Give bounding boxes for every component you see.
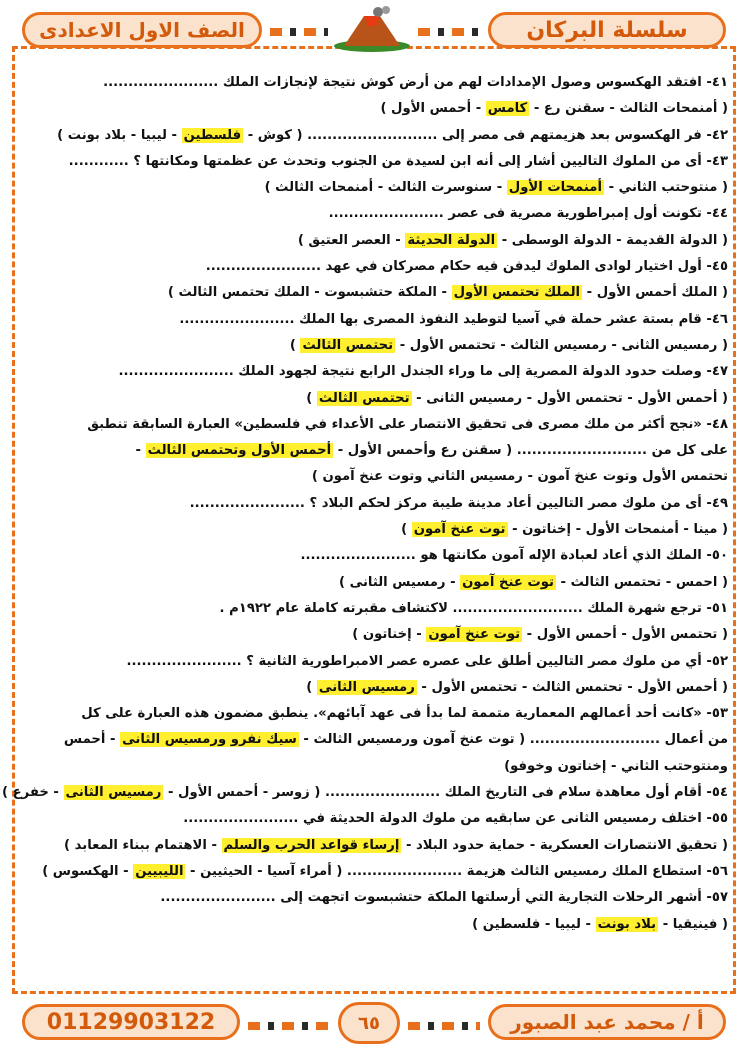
- series-title: سلسلة البركان: [488, 12, 726, 48]
- correct-answer-highlight: أحمس الأول وتحتمس الثالث: [147, 443, 332, 459]
- text-line: [22, 491, 728, 517]
- line-text: ( أحمس الأول - تحتمس الثالث - تحتمس الأول -: [416, 679, 728, 695]
- correct-answer-highlight: إرساء قواعد الحرب والسلم: [223, 837, 400, 853]
- text-line: [22, 175, 728, 201]
- correct-answer-highlight: بلاد بونت: [597, 916, 657, 932]
- line-text: ( فينيقيا -: [658, 916, 728, 932]
- text-line: [22, 543, 728, 569]
- text-line: [22, 70, 728, 96]
- phone-number: 01129903122: [22, 1004, 240, 1040]
- line-text-tail: - خفرع ): [2, 785, 64, 801]
- correct-answer-highlight: كامس: [487, 101, 528, 117]
- line-text-tail: - أحمس الأول ): [380, 101, 486, 117]
- text-line: [22, 149, 728, 175]
- text-line: [22, 912, 728, 938]
- correct-answer-highlight: رمسيس الثانى: [318, 679, 415, 695]
- correct-answer-highlight: رمسيس الثانى: [65, 785, 162, 801]
- text-line: [22, 333, 728, 359]
- line-text: ٤٢- فر الهكسوس بعد هزيمتهم فى مصر إلى .......................... ( كوش -: [243, 127, 728, 143]
- text-line: [22, 412, 728, 438]
- line-text: على كل من .......................... ( سقنن رع وأحمس الأول -: [333, 443, 728, 459]
- volcano-icon: [332, 6, 412, 52]
- line-text: ( منتوحتب الثاني -: [603, 180, 728, 196]
- line-text: ( مينا - أمنمحات الأول - إخناتون -: [507, 522, 728, 538]
- line-text: ومنتوحتب الثاني - إخناتون وخوفو): [504, 758, 728, 774]
- text-line: [22, 754, 728, 780]
- line-text: ( احمس - تحتمس الثالث -: [555, 574, 728, 590]
- line-text-tail: - الاهتمام ببناء المعابد ): [64, 837, 222, 853]
- text-line: [22, 885, 728, 911]
- text-line: [22, 649, 728, 675]
- correct-answer-highlight: توت عنخ آمون: [462, 574, 554, 590]
- line-text: من أعمال .......................... ( توت عنخ آمون ورمسيس الثالث -: [298, 732, 728, 748]
- correct-answer-highlight: توت عنخ آمون: [428, 627, 521, 643]
- page-number: ٦٥: [338, 1002, 400, 1044]
- line-text-tail: ): [306, 390, 317, 406]
- correct-answer-highlight: أمنمحات الأول: [508, 180, 602, 196]
- correct-answer-highlight: توت عنخ آمون: [413, 522, 506, 538]
- text-line: [22, 806, 728, 832]
- correct-answer-highlight: الملك تحتمس الأول: [453, 285, 581, 301]
- text-line: [22, 123, 728, 149]
- line-text: ٥٣- «كانت أحد أعمالهم المعمارية متممة لما بدأ فى عهد آبائهم». ينطبق مضمون هذه العبارة على كل: [81, 706, 728, 722]
- line-text-tail: - ليبيا - فلسطين ): [472, 916, 596, 932]
- line-text: ٤٩- أى من ملوك مصر التاليين أعاد مدينة طيبة مركز لحكم البلاد ؟ .......................: [189, 495, 728, 511]
- text-line: [22, 517, 728, 543]
- text-line: [22, 386, 728, 412]
- text-line: [22, 307, 728, 333]
- line-text-tail: - إخناتون ): [352, 627, 427, 643]
- line-text: ٤٧- وصلت حدود الدولة المصرية إلى ما وراء الجندل الرابع نتيجة لجهود الملك .......................: [118, 364, 728, 380]
- line-text-tail: - الملكة حتشبسوت - الملك تحتمس الثالث ): [167, 285, 452, 301]
- line-text: ٥٤- أقام أول معاهدة سلام فى التاريخ الملك ....................... ( زوسر - أحمس الأول -: [163, 785, 728, 801]
- line-text: ٤٤- تكونت أول إمبراطورية مصرية فى عصر .......................: [328, 206, 728, 222]
- line-text: ( تحتمس الأول - أحمس الأول -: [522, 627, 728, 643]
- line-text: ٤١- افتقد الهكسوس وصول الإمدادات لهم من أرض كوش نتيجة لإنجازات الملك .......................: [103, 75, 728, 90]
- text-line: [2, 780, 728, 806]
- line-text-tail: - العصر العتيق ): [297, 232, 406, 248]
- text-line: [22, 201, 728, 227]
- line-text: ٥٠- الملك الذي أعاد لعبادة الإله آمون مكانتها هو .......................: [300, 548, 728, 564]
- line-text: ٥٧- أشهر الرحلات التجارية التي أرسلتها الملكة حتشبسوت اتجهت إلى .......................: [160, 890, 728, 906]
- line-text-tail: - سنوسرت الثالث - أمنمحات الثالث ): [264, 180, 507, 196]
- line-text-tail: -: [135, 443, 146, 459]
- line-text: تحتمس الأول وتوت عنخ آمون - رمسيس الثاني وتوت عنخ آمون ): [311, 469, 728, 485]
- line-text: ٤٨- «نجح أكثر من ملك مصرى فى تحقيق الانتصار على الأعداء في فلسطين» العبارة السابقة تنطبق: [87, 416, 728, 432]
- line-text-tail: ): [289, 337, 301, 353]
- line-text: ٤٣- أى من الملوك التاليين أشار إلى أنه ابن لسيدة من الجنوب وتحدث عن عظمتها ومكانتها ؟ ............: [68, 153, 728, 169]
- header-deco-right: [418, 28, 480, 36]
- text-line: [22, 96, 728, 122]
- text-line: [22, 280, 728, 306]
- line-text-tail: - رمسيس الثانى ): [338, 574, 461, 590]
- line-text: ( تحقيق الانتصارات العسكرية - حماية حدود البلاد -: [401, 837, 728, 853]
- line-text: ( أحمس الأول - تحتمس الأول - رمسيس الثانى -: [411, 390, 728, 406]
- footer-deco-left: [248, 1022, 330, 1030]
- text-line: [22, 254, 728, 280]
- line-text: ( رمسيس الثانى - رمسيس الثالث - تحتمس الأول -: [395, 337, 728, 353]
- correct-answer-highlight: تحتمس الثالث: [302, 337, 394, 353]
- line-text: ٥٦- استطاع الملك رمسيس الثالث هزيمة ....................... ( أمراء آسيا - الحيثيين -: [185, 863, 728, 879]
- text-line: [22, 675, 728, 701]
- line-text: ٥١- ترجع شهرة الملك .......................... لاكتشاف مقبرته كاملة عام ١٩٢٢م .: [219, 600, 728, 616]
- text-line: [22, 570, 728, 596]
- correct-answer-highlight: تحتمس الثالث: [318, 390, 410, 406]
- line-text: ٤٦- قام بستة عشر حملة في آسيا لتوطيد النفوذ المصرى بها الملك .......................: [179, 311, 728, 327]
- line-text-tail: ): [401, 522, 412, 538]
- line-text: ٥٥- اختلف رمسيس الثانى عن سابقيه من ملوك الدولة الحديثة في .......................: [183, 811, 728, 827]
- questions-list: [2, 70, 728, 938]
- text-line: [22, 596, 728, 622]
- header-deco-left: [270, 28, 328, 36]
- line-text-tail: - الهكسوس ): [42, 863, 134, 879]
- line-text: ( الملك أحمس الأول -: [582, 285, 728, 301]
- footer-deco-right: [408, 1022, 480, 1030]
- correct-answer-highlight: الدولة الحديثة: [407, 232, 496, 248]
- text-line: [22, 622, 728, 648]
- line-text-tail: - ليبيا - بلاد بونت ): [57, 127, 182, 143]
- text-line: [22, 438, 728, 464]
- line-text-tail: - أحمس: [63, 732, 121, 748]
- line-text: ٥٢- أي من ملوك مصر التاليين أطلق على عصره عصر الامبراطورية الثانية ؟ .......................: [126, 653, 728, 669]
- correct-answer-highlight: فلسطين: [183, 127, 242, 143]
- correct-answer-highlight: الليبيين: [135, 863, 184, 879]
- text-line: [22, 359, 728, 385]
- text-line: [22, 228, 728, 254]
- author-name: أ / محمد عبد الصبور: [488, 1004, 726, 1040]
- text-line: [22, 727, 728, 753]
- line-text: ٤٥- أول اختيار لوادى الملوك ليدفن فيه حكام مصركان في عهد .......................: [205, 259, 728, 275]
- text-line: [22, 859, 728, 885]
- text-line: [22, 833, 728, 859]
- line-text: ( الدولة القديمة - الدولة الوسطى -: [497, 232, 728, 248]
- text-line: [22, 464, 728, 490]
- correct-answer-highlight: سيك نفرو ورمسيس الثانى: [122, 732, 297, 748]
- grade-title: الصف الاول الاعدادى: [22, 12, 262, 48]
- text-line: [22, 701, 728, 727]
- line-text-tail: ): [306, 679, 317, 695]
- line-text: ( أمنمحات الثالث - سقنن رع -: [529, 101, 728, 117]
